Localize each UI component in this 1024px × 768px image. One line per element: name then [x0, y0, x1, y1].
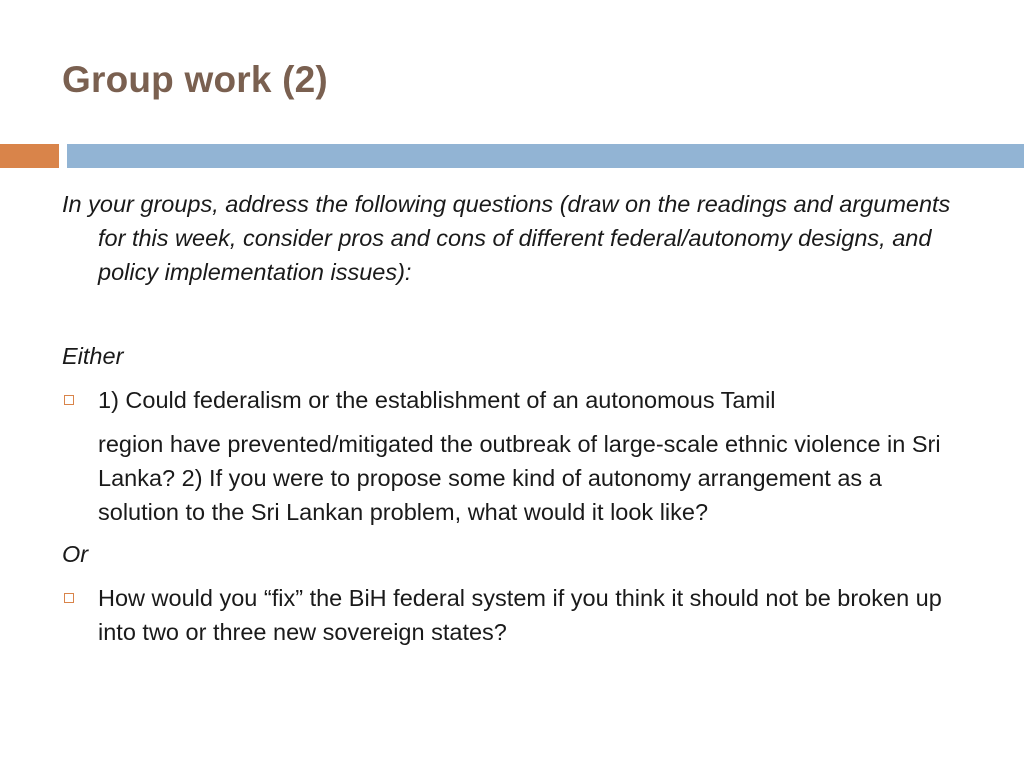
slide-body — [62, 187, 962, 657]
hollow-square-bullet-icon — [64, 593, 74, 603]
bullet-item-sri-lanka — [62, 383, 962, 529]
either-label: Either — [62, 343, 124, 369]
bullet-item-bih — [62, 581, 962, 649]
intro-paragraph: In your groups, address the following questions (draw on the readings and arguments for this week, consider pros and cons of different federal/autonomy designs, and policy implementation issues): — [62, 191, 951, 285]
bullet-1-spacer — [98, 417, 962, 427]
hollow-square-bullet-icon — [64, 395, 74, 405]
or-label: Or — [62, 541, 89, 567]
title-accent-bar-orange — [0, 144, 59, 168]
slide-title: Group work (2) — [62, 59, 328, 100]
bullet-2-text: How would you “fix” the BiH federal system if you think it should not be broken up into two or three new sovereign states? — [98, 585, 942, 645]
bullet-1-first-line: 1) Could federalism or the establishment of an autonomous Tamil — [98, 387, 776, 413]
title-accent-bar-blue — [67, 144, 1024, 168]
bullet-1-continuation: region have prevented/mitigated the outbreak of large-scale ethnic violence in Sri Lanka? 2) If you were to propose some kind of autonomy arrangement as a solution to the Sri Lankan problem, what would it look like? — [98, 431, 941, 525]
